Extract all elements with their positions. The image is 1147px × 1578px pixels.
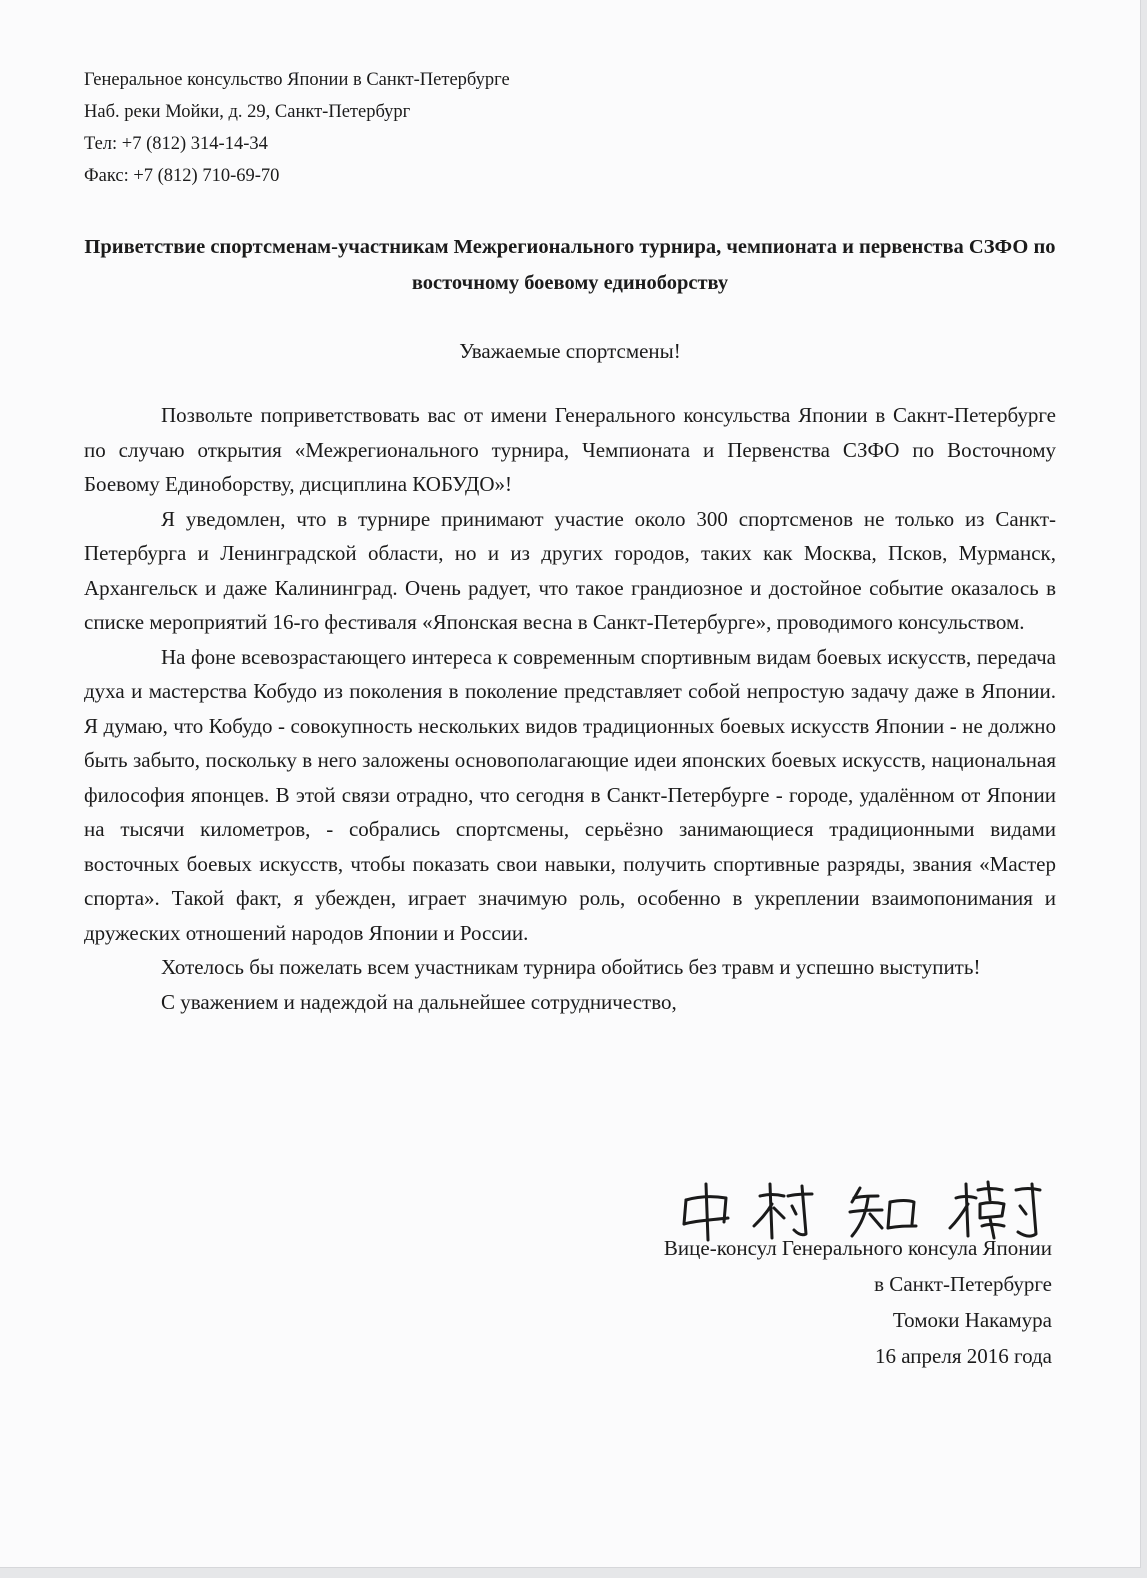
signer-block [664,1230,1052,1374]
letter-title: Приветствие спортсменам-участникам Межрегионального турнира, чемпионата и первенства СЗФО по восточному боевому единоборству [84,236,1056,294]
sender-fax: Факс: +7 (812) 710-69-70 [84,166,280,186]
signer-name: Томоки Накамура [892,1308,1052,1332]
sender-street-address: Наб. реки Мойки, д. 29, Санкт-Петербург [84,102,411,122]
signer-position-line-1: Вице-консул Генерального консула Японии [663,1236,1052,1260]
salutation: Уважаемые спортсмены! [459,339,681,363]
body-paragraph-1: Позвольте поприветствовать вас от имени Генерального консульства Японии в Сакнт-Петербурге по случаю открытия «Межрегионального турнира, Чемпионата и Первенства СЗФО по Восточному Боевому Единоборству, дисциплина КОБУДО»! [84,403,1056,496]
body-paragraph-3: На фоне всевозрастающего интереса к современным спортивным видам боевых искусств, передача духа и мастерства Кобудо из поколения в поколение представляет собой непростую задачу даже в Японии. Я думаю, что Кобудо - совокупность нескольких видов традиционных боевых искусств Японии - не должно быть забыто, поскольку в него заложены основополагающие идеи японских боевых искусств, национальная философия японцев. В этой связи отрадно, что сегодня в Санкт-Петербурге - городе, удалённом от Японии на тысячи километров, - собрались спортсмены, серьёзно занимающиеся традиционными видами восточных боевых искусств, чтобы показать свои навыки, получить спортивные разряды, звания «Мастер спорта». Такой факт, я убежден, играет значимую роль, особенно в укреплении взаимопонимания и дружеских отношений народов Японии и России. [84,644,1056,945]
closing-line: С уважением и надеждой на дальнейшее сотрудничество, [161,989,677,1014]
signer-position-line-2: в Санкт-Петербурге [874,1272,1052,1296]
letter-body [84,398,1056,1019]
sender-phone: Тел: +7 (812) 314-14-34 [84,134,268,154]
letter-date: 16 апреля 2016 года [875,1344,1052,1368]
sender-address-block [84,64,510,192]
body-paragraph-2: Я уведомлен, что в турнире принимают участие около 300 спортсменов не только из Санкт-Петербурга и Ленинградской области, но и из других городов, таких как Москва, Псков, Мурманск, Архангельск и даже Калининград. Очень радует, что такое грандиозное и достойное событие оказалось в списке мероприятий 16-го фестиваля «Японская весна в Санкт-Петербурге», проводимого консульством. [84,506,1056,634]
body-paragraph-4: Хотелось бы пожелать всем участникам турнира обойтись без травм и успешно выступить! [161,955,981,979]
sender-organization: Генеральное консульство Японии в Санкт-Петербурге [84,70,510,90]
